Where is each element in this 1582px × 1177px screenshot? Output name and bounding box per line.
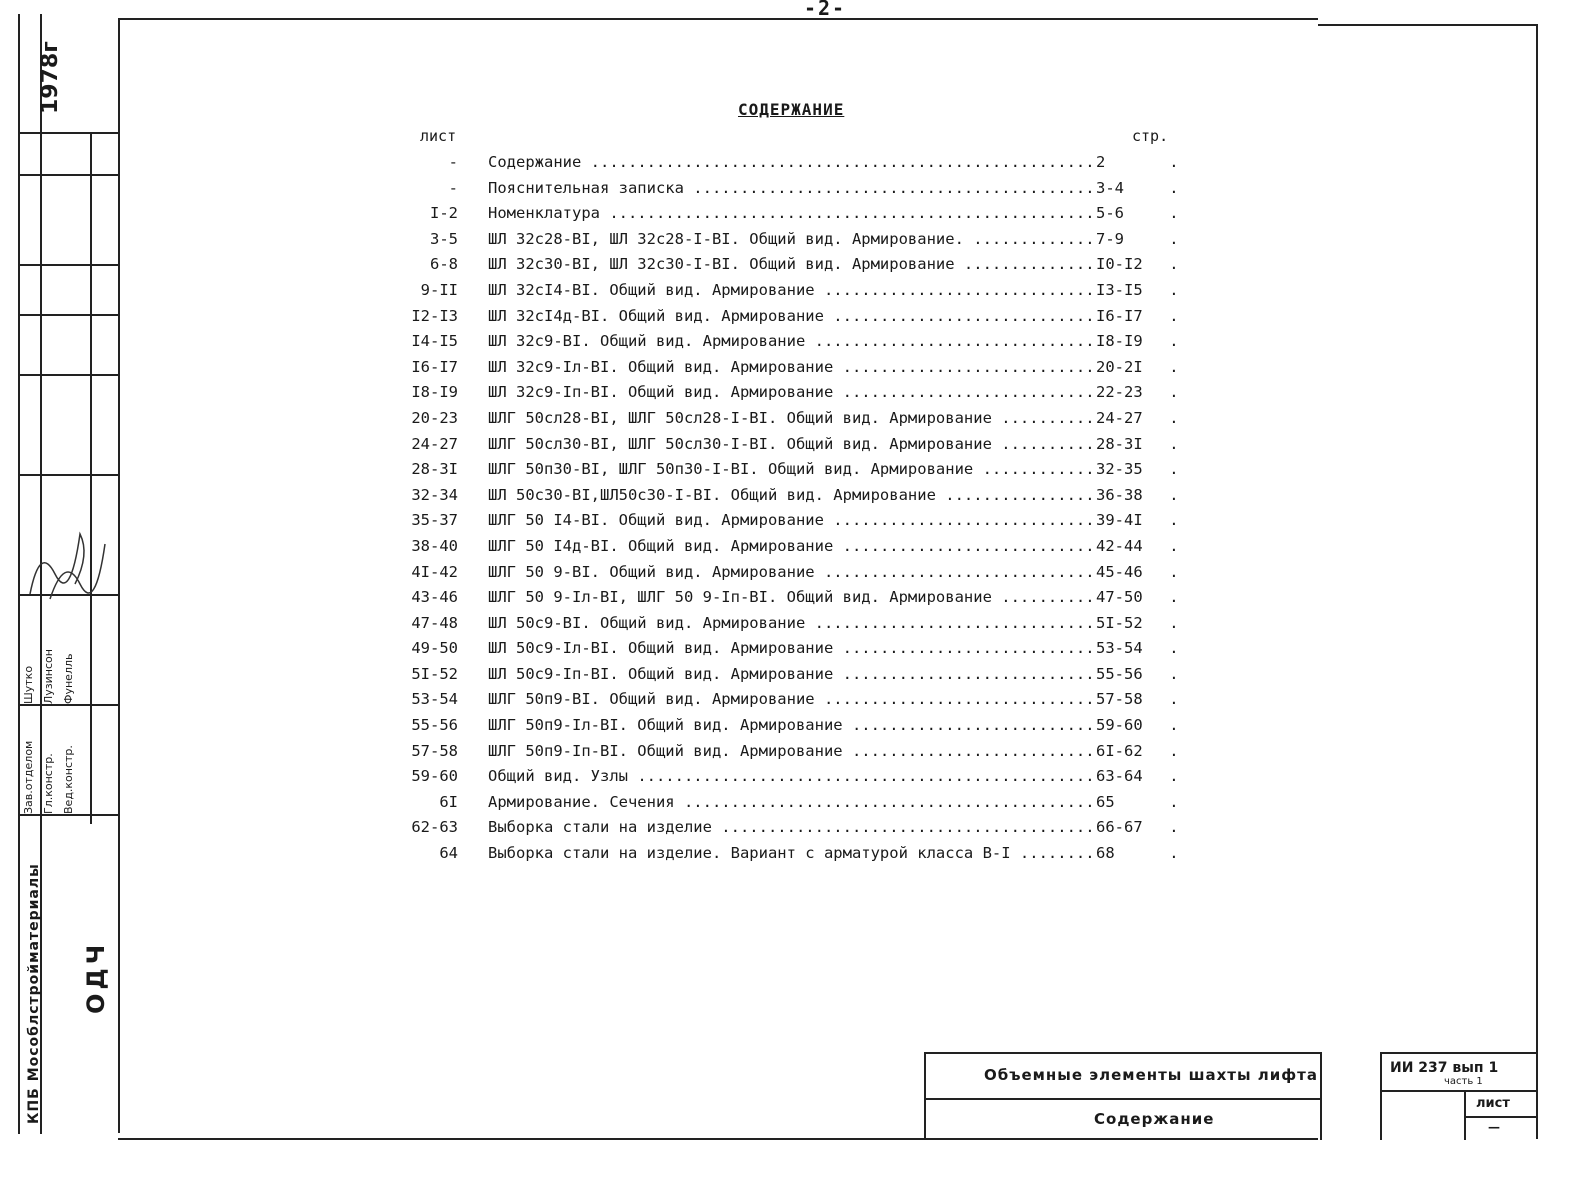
signature-marks bbox=[20, 514, 110, 604]
contents-row bbox=[380, 560, 1180, 586]
frame-top-right-border bbox=[1318, 24, 1536, 26]
contents-row bbox=[380, 841, 1180, 867]
row-sheet-number: 4I-42 bbox=[411, 562, 458, 581]
sheet-column-header: лист bbox=[420, 127, 457, 145]
row-description: ШЛГ 50сл30-ВI, ШЛГ 50сл30-I-ВI. Общий вид. Армирование ..... bbox=[488, 432, 1178, 458]
row-sheet-number: I6-I7 bbox=[411, 357, 458, 376]
row-page-range: I3-I5 bbox=[1094, 278, 1170, 304]
row-description: ШЛГ 50 I4д-ВI. Общий вид. Армирование ..... bbox=[488, 534, 1178, 560]
contents-row bbox=[380, 687, 1180, 713]
contents-row bbox=[380, 176, 1180, 202]
contents-row bbox=[380, 636, 1180, 662]
row-sheet-number: I2-I3 bbox=[411, 306, 458, 325]
row-description: ШЛГ 50п9-Iп-ВI. Общий вид. Армирование ..... bbox=[488, 739, 1178, 765]
row-description: ШЛГ 50 I4-ВI. Общий вид. Армирование ..... bbox=[488, 508, 1178, 534]
row-sheet-number: 38-40 bbox=[411, 536, 458, 555]
row-description: ШЛ 50с30-ВI,ШЛ50с30-I-ВI. Общий вид. Армирование ..... bbox=[488, 483, 1178, 509]
row-description: ШЛ 50с9-ВI. Общий вид. Армирование ..... bbox=[488, 611, 1178, 637]
sheet-label: лист bbox=[1476, 1096, 1510, 1111]
contents-row bbox=[380, 252, 1180, 278]
row-description: ШЛ 32с9-ВI. Общий вид. Армирование ..... bbox=[488, 329, 1178, 355]
row-page-range: 47-50 bbox=[1094, 585, 1170, 611]
row-sheet-number: 62-63 bbox=[411, 818, 458, 837]
contents-row bbox=[380, 508, 1180, 534]
contents-row bbox=[380, 483, 1180, 509]
role-2: Гл.констр. bbox=[42, 753, 55, 814]
row-description: Номенклатура ..... bbox=[488, 201, 1178, 227]
row-description: Общий вид. Узлы ..... bbox=[488, 764, 1178, 790]
row-page-range: 59-60 bbox=[1094, 713, 1170, 739]
row-description: ШЛГ 50п30-ВI, ШЛГ 50п30-I-ВI. Общий вид. Армирование ..... bbox=[488, 457, 1178, 483]
row-page-range: 65 bbox=[1094, 790, 1170, 816]
row-description: ШЛГ 50 9-ВI. Общий вид. Армирование ..... bbox=[488, 560, 1178, 586]
row-page-range: 7-9 bbox=[1094, 227, 1170, 253]
row-sheet-number: 43-46 bbox=[411, 588, 458, 607]
sheet-value: — bbox=[1488, 1120, 1500, 1134]
row-page-range: 66-67 bbox=[1094, 815, 1170, 841]
page-number: -2- bbox=[803, 0, 847, 20]
row-page-range: 5-6 bbox=[1094, 201, 1170, 227]
row-description: ШЛ 32сI4д-ВI. Общий вид. Армирование ..... bbox=[488, 304, 1178, 330]
frame-top-border bbox=[118, 18, 1318, 20]
row-description: ШЛ 32с28-ВI, ШЛ 32с28-I-ВI. Общий вид. Армирование. ..... bbox=[488, 227, 1178, 253]
row-page-range: 39-4I bbox=[1094, 508, 1170, 534]
year-text: 1978г bbox=[38, 41, 63, 114]
row-sheet-number: 20-23 bbox=[411, 408, 458, 427]
row-page-range: 2 bbox=[1094, 150, 1170, 176]
contents-row bbox=[380, 585, 1180, 611]
row-page-range: 28-3I bbox=[1094, 432, 1170, 458]
contents-row bbox=[380, 380, 1180, 406]
row-page-range: 36-38 bbox=[1094, 483, 1170, 509]
contents-row bbox=[380, 662, 1180, 688]
contents-row bbox=[380, 201, 1180, 227]
row-page-range: 20-2I bbox=[1094, 355, 1170, 381]
row-sheet-number: 49-50 bbox=[411, 639, 458, 658]
contents-row bbox=[380, 432, 1180, 458]
row-description: ШЛ 32сI4-ВI. Общий вид. Армирование ..... bbox=[488, 278, 1178, 304]
contents-row bbox=[380, 713, 1180, 739]
row-sheet-number: 9-II bbox=[420, 280, 458, 299]
row-sheet-number: I-2 bbox=[430, 204, 458, 223]
side-stamp-strip bbox=[18, 14, 112, 1134]
row-description: ШЛГ 50п9-Iл-ВI. Общий вид. Армирование ..... bbox=[488, 713, 1178, 739]
contents-row bbox=[380, 329, 1180, 355]
role-3: Вед.констр. bbox=[62, 745, 75, 814]
name-1: Шутко bbox=[22, 665, 35, 704]
contents-row bbox=[380, 764, 1180, 790]
row-description: ШЛ 32с30-ВI, ШЛ 32с30-I-ВI. Общий вид. Армирование ..... bbox=[488, 252, 1178, 278]
row-sheet-number: 32-34 bbox=[411, 485, 458, 504]
row-sheet-number: 3-5 bbox=[430, 229, 458, 248]
row-sheet-number: 28-3I bbox=[411, 460, 458, 479]
row-sheet-number: 5I-52 bbox=[411, 664, 458, 683]
row-page-range: I6-I7 bbox=[1094, 304, 1170, 330]
row-page-range: I8-I9 bbox=[1094, 329, 1170, 355]
row-description: Пояснительная записка ..... bbox=[488, 176, 1178, 202]
contents-row bbox=[380, 278, 1180, 304]
dept-text: ОДЧ bbox=[82, 940, 110, 1014]
sheet-title: Содержание bbox=[1094, 1110, 1215, 1128]
contents-table bbox=[380, 150, 1180, 867]
row-sheet-number: 35-37 bbox=[411, 511, 458, 530]
frame-left-border bbox=[118, 18, 120, 1133]
contents-row bbox=[380, 611, 1180, 637]
row-sheet-number: I4-I5 bbox=[411, 332, 458, 351]
row-page-range: 32-35 bbox=[1094, 457, 1170, 483]
frame-right-border bbox=[1536, 24, 1538, 1139]
contents-row bbox=[380, 150, 1180, 176]
row-sheet-number: 57-58 bbox=[411, 741, 458, 760]
part-number: часть 1 bbox=[1444, 1076, 1483, 1087]
project-title: Объемные элементы шахты лифта bbox=[984, 1066, 1318, 1084]
row-page-range: 53-54 bbox=[1094, 636, 1170, 662]
contents-row bbox=[380, 815, 1180, 841]
row-description: ШЛ 50с9-Iп-ВI. Общий вид. Армирование ..... bbox=[488, 662, 1178, 688]
row-page-range: 45-46 bbox=[1094, 560, 1170, 586]
name-2: Лузинсон bbox=[42, 649, 55, 704]
contents-row bbox=[380, 534, 1180, 560]
org-text: КПБ Мособлстройматериалы bbox=[26, 863, 42, 1124]
row-sheet-number: 53-54 bbox=[411, 690, 458, 709]
page-column-header: стр. bbox=[1132, 127, 1169, 145]
row-description: ШЛ 50с9-Iл-ВI. Общий вид. Армирование ..... bbox=[488, 636, 1178, 662]
row-page-range: 63-64 bbox=[1094, 764, 1170, 790]
row-page-range: 68 bbox=[1094, 841, 1170, 867]
row-sheet-number: - bbox=[448, 153, 458, 171]
row-page-range: 22-23 bbox=[1094, 380, 1170, 406]
row-description: Содержание ..... bbox=[488, 150, 1178, 176]
row-description: ШЛГ 50 9-Iл-ВI, ШЛГ 50 9-Iп-ВI. Общий вид. Армирование ..... bbox=[488, 585, 1178, 611]
row-description: Выборка стали на изделие ..... bbox=[488, 815, 1178, 841]
row-description: ШЛ 32с9-Iл-ВI. Общий вид. Армирование ..... bbox=[488, 355, 1178, 381]
contents-title: СОДЕРЖАНИЕ bbox=[738, 100, 845, 119]
contents-row bbox=[380, 406, 1180, 432]
row-page-range: 5I-52 bbox=[1094, 611, 1170, 637]
row-description: ШЛ 32с9-Iп-ВI. Общий вид. Армирование ..... bbox=[488, 380, 1178, 406]
contents-row bbox=[380, 355, 1180, 381]
row-description: Выборка стали на изделие. Вариант с арматурой класса В-I ..... bbox=[488, 841, 1178, 867]
row-sheet-number: - bbox=[448, 178, 458, 197]
row-sheet-number: 24-27 bbox=[411, 434, 458, 453]
name-3: Фунелль bbox=[62, 653, 75, 704]
row-page-range: 6I-62 bbox=[1094, 739, 1170, 765]
row-sheet-number: 59-60 bbox=[411, 767, 458, 786]
row-page-range: 55-56 bbox=[1094, 662, 1170, 688]
contents-row bbox=[380, 790, 1180, 816]
row-page-range: 42-44 bbox=[1094, 534, 1170, 560]
role-1: Зав.отделом bbox=[22, 740, 35, 814]
row-sheet-number: 6I bbox=[439, 792, 458, 811]
contents-row bbox=[380, 457, 1180, 483]
row-sheet-number: 47-48 bbox=[411, 613, 458, 632]
row-description: Армирование. Сечения ..... bbox=[488, 790, 1178, 816]
row-sheet-number: 64 bbox=[439, 844, 458, 863]
contents-row bbox=[380, 227, 1180, 253]
row-sheet-number: 55-56 bbox=[411, 716, 458, 735]
row-description: ШЛГ 50п9-ВI. Общий вид. Армирование ..... bbox=[488, 687, 1178, 713]
row-page-range: 57-58 bbox=[1094, 687, 1170, 713]
row-sheet-number: I8-I9 bbox=[411, 383, 458, 402]
contents-row bbox=[380, 304, 1180, 330]
contents-row bbox=[380, 739, 1180, 765]
series-code: ИИ 237 вып 1 bbox=[1390, 1060, 1499, 1076]
row-description: ШЛГ 50сл28-ВI, ШЛГ 50сл28-I-ВI. Общий вид. Армирование ..... bbox=[488, 406, 1178, 432]
row-page-range: 3-4 bbox=[1094, 176, 1170, 202]
title-block bbox=[924, 1052, 1536, 1140]
row-sheet-number: 6-8 bbox=[430, 255, 458, 274]
row-page-range: 24-27 bbox=[1094, 406, 1170, 432]
row-page-range: I0-I2 bbox=[1094, 252, 1170, 278]
